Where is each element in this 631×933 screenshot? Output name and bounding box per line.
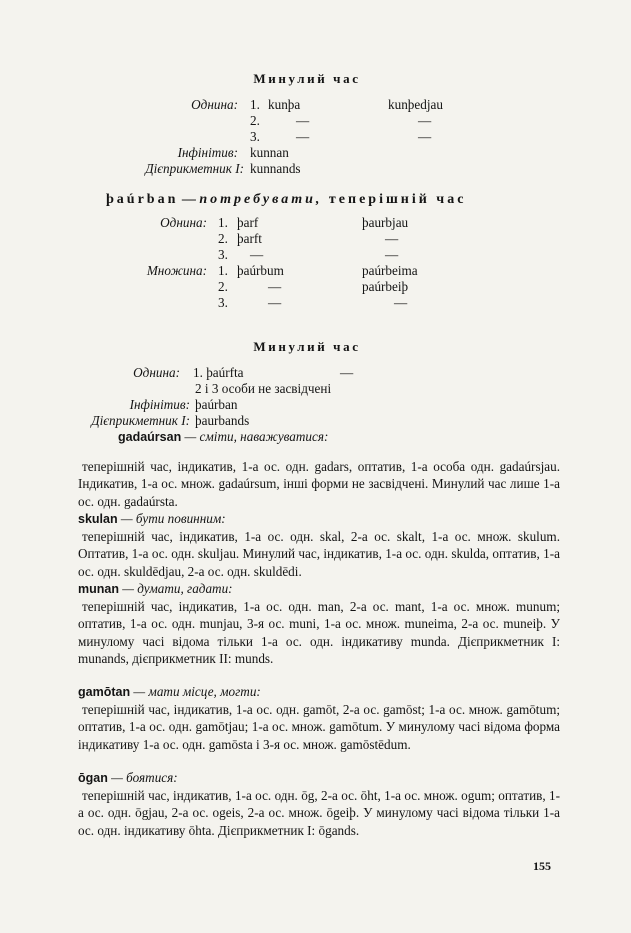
lemma-title-paurban [106, 192, 466, 208]
lemma-word: munan [78, 582, 119, 596]
person-number: 3. [218, 295, 228, 310]
person-number: 2. [250, 113, 260, 128]
row-label: Дієприкметник I: [145, 161, 244, 176]
form-optative: paúrbeima [362, 263, 418, 278]
lemma-skulan [78, 511, 226, 527]
form-indicative: þarft [237, 231, 262, 246]
participle-value: kunnands [250, 161, 301, 176]
paragraph-gadaursan: теперішній час, індикатив, 1-а ос. одн. gadars, оптатив, 1-а особа одн. gadaúrsjau. Індикатив, 1-а ос. множ. gadaúrsum, інші форми не засвідчені. Минулий час лише 1-а ос. одн. gadaúrsta. [78, 459, 560, 509]
paragraph-ogan: теперішній час, індикатив, 1-а ос. одн. ōg, 2-а ос. ōht, 1-а ос. множ. ogum; оптатив, 1-а ос. одн. ōgjau, 2-а ос. ogeis, 2-а ос. множ. ōgeiþ. У минулому часі відома тільки 1-а ос. одн. індикативу ōhta. Дієприкметник I: ōgands. [78, 788, 560, 838]
person-number: 1. [250, 97, 260, 112]
form-singular: — [296, 113, 310, 128]
row-label: Інфінітив: [177, 145, 238, 160]
person-number: 3. [218, 247, 228, 262]
form-optative: — [394, 295, 408, 310]
form-optative: þaurbjau [362, 215, 409, 230]
form-optative: — [418, 113, 432, 128]
lemma-word: þaúrban [106, 192, 179, 207]
row-label: Дієприкметник I: [91, 413, 190, 428]
person-number: 3. [250, 129, 260, 144]
lemma-gloss: — сміти, наважуватися: [181, 429, 329, 444]
form-indicative: — [250, 247, 264, 262]
attestation-note: 2 і 3 особи не засвідчені [195, 381, 332, 396]
form-optative: kunþedjau [388, 97, 443, 112]
row-label: Множина: [146, 263, 207, 278]
lemma-gloss: — бути повинним: [117, 511, 226, 526]
paragraph-gamotan: теперішній час, індикатив, 1-а ос. одн. gamōt, 2-а ос. gamōst; 1-а ос. множ. gamōtum; оптатив, 1-а ос. одн. gamōtjau; 1-а ос. множ. gamōtum. У минулому часі відома форма індикативу 1-а ос. одн. gamōsta і 3-я ос. множ. gamōstēdum. [78, 702, 560, 752]
lemma-gloss: — мати місце, могти: [130, 684, 261, 699]
lemma-gloss: потребувати, [199, 192, 323, 207]
form-optative: — [385, 231, 399, 246]
row-label: Однина: [133, 365, 180, 380]
form-optative: — [385, 247, 399, 262]
form-optative: — [418, 129, 432, 144]
lemma-gloss: — думати, гадати: [118, 581, 233, 596]
form-past-singular: 1. þaúrfta [193, 365, 244, 380]
lemma-gamotan [78, 684, 261, 700]
form-optative: — [340, 365, 354, 380]
lemma-gloss: — боятися: [107, 770, 178, 785]
lemma-dash: — [178, 192, 200, 207]
paragraph-munan: теперішній час, індикатив, 1-а ос. одн. man, 2-а ос. mant, 1-а ос. множ. munum; оптатив, 1-а ос. одн. munjau, 3-я ос. muni, 1-а ос. множ. muneima, 2-а ос. muneiþ. У минулому часі відома тільки 1-а ос. одн. індикативу munda. Дієприкметник I: munands, дієприкметник II: munds. [78, 599, 560, 667]
person-number: 1. [218, 263, 228, 278]
row-label: Однина: [160, 215, 207, 230]
paragraph-skulan: теперішній час, індикатив, 1-а ос. одн. skal, 2-а ос. skalt, 1-а ос. множ. skulum. Оптатив, 1-а ос. одн. skuljau. Минулий час, індикатив, 1-а ос. одн. skulda, оптатив, 1-а ос. одн. skuldēdjau, 2-а ос. одн. skuldēdi. [78, 529, 560, 579]
row-label: Однина: [191, 97, 238, 112]
form-singular: — [296, 129, 310, 144]
person-number: 1. [218, 215, 228, 230]
section-heading-past-tense-2: Минулий час [253, 339, 361, 354]
section-heading-past-tense: Минулий час [253, 71, 361, 86]
lemma-word: gamōtan [78, 685, 131, 699]
lemma-ogan [78, 770, 178, 786]
infinitive-value: kunnan [250, 145, 289, 160]
form-indicative: þarf [237, 215, 259, 230]
lemma-tense: теперішній час [322, 192, 467, 207]
person-number: 2. [218, 231, 228, 246]
lemma-word: gadaúrsan [118, 430, 182, 444]
page-number: 155 [533, 859, 551, 873]
lemma-word: ōgan [78, 771, 108, 785]
person-number: 2. [218, 279, 228, 294]
lemma-word: skulan [78, 512, 118, 526]
lemma-gadaursan [118, 429, 328, 445]
participle-value: þaurbands [195, 413, 250, 428]
form-optative: paúrbeiþ [362, 279, 409, 294]
lemma-munan [78, 581, 233, 597]
form-indicative: þaúrbum [237, 263, 284, 278]
infinitive-value: þaúrban [195, 397, 238, 412]
row-label: Інфінітив: [129, 397, 190, 412]
form-indicative: — [268, 295, 282, 310]
form-singular: kunþa [268, 97, 301, 112]
form-indicative: — [268, 279, 282, 294]
